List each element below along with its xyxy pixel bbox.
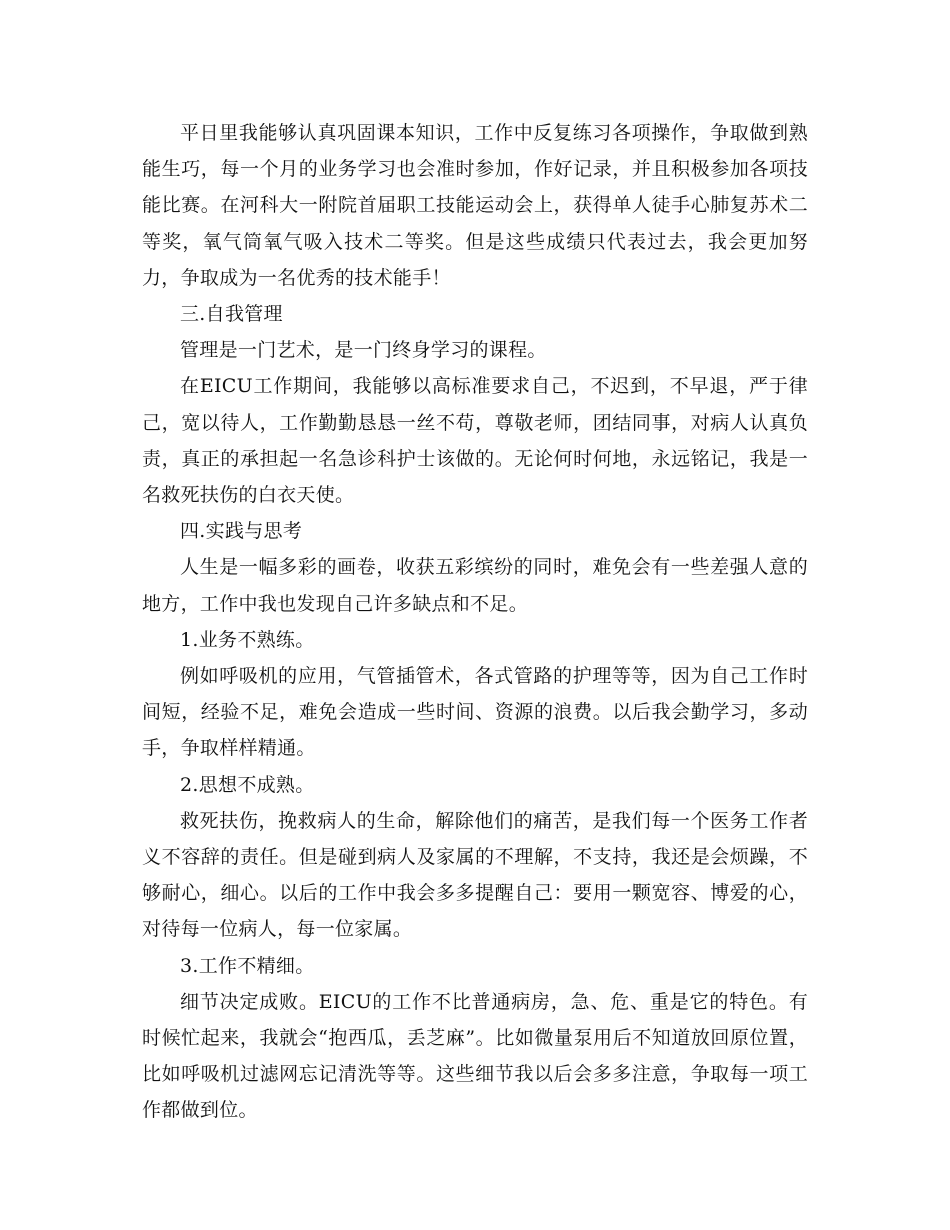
- paragraph-eicu-work: 在EICU工作期间，我能够以高标准要求自己，不迟到，不早退，严于律己，宽以待人，工作勤勤恳恳一丝不苟，尊敬老师，团结同事，对病人认真负责，真正的承担起一名急诊科护士该做的。无论何时何地，永远铭记，我是一名救死扶伤的白衣天使。: [142, 375, 808, 507]
- heading-self-management: 三.自我管理: [180, 303, 283, 326]
- heading-point-1: 1.业务不熟练。: [180, 628, 315, 651]
- heading-practice-reflection: 四.实践与思考: [180, 520, 303, 543]
- paragraph-point-3: 细节决定成败。EICU的工作不比普通病房，急、危、重是它的特色。有时候忙起来，我就会“抱西瓜，丢芝麻”。比如微量泵用后不知道放回原位置，比如呼吸机过滤网忘记清洗等等。这些细节我以后会多多注意，争取每一项工作都做到位。: [142, 990, 808, 1122]
- paragraph-life-canvas: 人生是一幅多彩的画卷，收获五彩缤纷的同时，难免会有一些差强人意的地方，工作中我也发现自己许多缺点和不足。: [142, 556, 808, 615]
- heading-point-2: 2.思想不成熟。: [180, 773, 315, 796]
- document-body: [142, 115, 808, 1129]
- paragraph-management-art: 管理是一门艺术，是一门终身学习的课程。: [180, 339, 547, 362]
- heading-point-3: 3.工作不精细。: [180, 954, 315, 977]
- paragraph-skills: 平日里我能够认真巩固课本知识，工作中反复练习各项操作，争取做到熟能生巧，每一个月的业务学习也会准时参加，作好记录，并且积极参加各项技能比赛。在河科大一附院首届职工技能运动会上，获得单人徒手心肺复苏术二等奖，氧气筒氧气吸入技术二等奖。但是这些成绩只代表过去，我会更加努力，争取成为一名优秀的技术能手！: [142, 122, 808, 289]
- paragraph-point-2: 救死扶伤，挽救病人的生命，解除他们的痛苦，是我们每一个医务工作者义不容辞的责任。但是碰到病人及家属的不理解，不支持，我还是会烦躁，不够耐心，细心。以后的工作中我会多多提醒自己：要用一颗宽容、博爱的心，对待每一位病人，每一位家属。: [142, 809, 808, 941]
- paragraph-point-1: 例如呼吸机的应用，气管插管术，各式管路的护理等等，因为自己工作时间短，经验不足，难免会造成一些时间、资源的浪费。以后我会勤学习，多动手，争取样样精通。: [142, 665, 808, 760]
